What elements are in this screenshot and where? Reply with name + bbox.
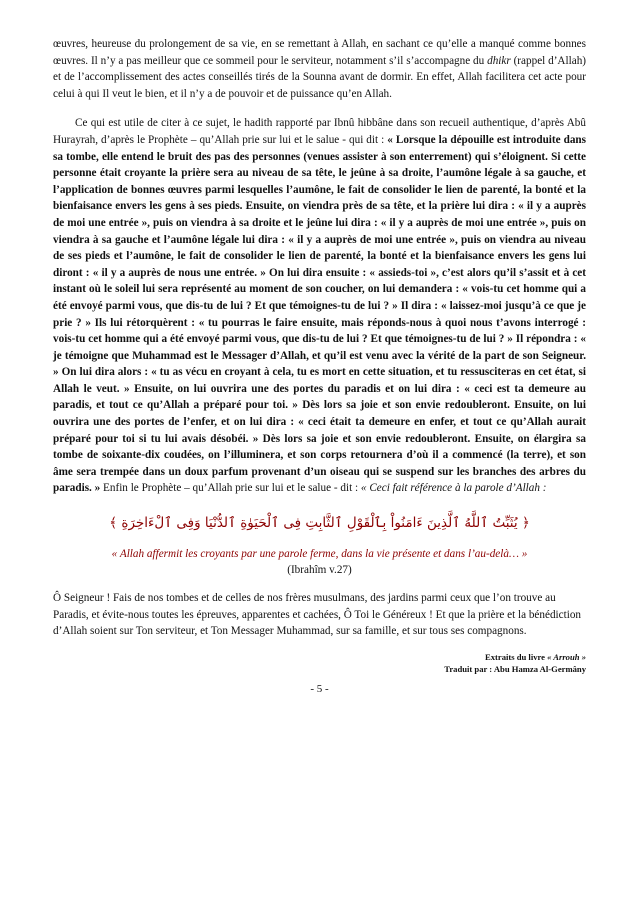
quran-verse-arabic: ﴿ يُثَبِّتُ ٱللَّهُ ٱلَّذِينَ ءَامَنُواْ بِٱلْقَوْلِ ٱلثَّابِتِ فِى ٱلْحَيَوٰةِ ٱلدُّنْيَا وَفِى ٱلْءَاخِرَةِ ﴾: [109, 515, 530, 532]
hadith-colon: :: [539, 482, 547, 495]
paragraph-intro-end: (rappel d’Allah) et de l’accomplissement des actes conseillés tirés de la Sounna avant de dormir. En effet, Allah facilitera cet acte pour celui à qui Il veut le bien, et il n’y a de pouvoir et de puissance qu’en Allah.: [53, 54, 587, 100]
term-dhikr: dhikr: [487, 54, 511, 67]
paragraph-supplication: Ô Seigneur ! Fais de nos tombes et de celles de nos frères musulmans, des jardins parmi ceux que l’on trouve au Paradis, et évite-nous toutes les épreuves, apparentes et cachées, Ô Toi le Généreux ! Et que la prière et la bénédiction d’Allah soient sur Ton serviteur, et Ton Messager Muhammad, sur sa famille, et sur tous ses compagnons.: [53, 592, 582, 638]
document-page: [53, 36, 586, 695]
page-number: - 5 -: [310, 682, 329, 695]
credit-translator: Traduit par : Abu Hamza Al-Germâny: [444, 663, 586, 674]
verse-translation: « Allah affermit les croyants par une parole ferme, dans la vie présente et dans l’au-delà… »: [111, 548, 528, 561]
hadith-closing: Enfin le Prophète – qu’Allah prie sur lui et le salue - dit :: [100, 482, 361, 495]
credit-source-prefix: Extraits du livre: [484, 651, 548, 662]
hadith-text: « Lorsque la dépouille est introduite dans sa tombe, elle entend le bruit des pas des personnes (venues assister à son enterrement) qui s’éloignent. Si cette personne était croyante la prière sera au niveau de sa tête, le jeûne à sa droite, l’aumône légale à sa gauche, et l’application de bonnes œuvres parmi lesquelles l’aumône, le fait de consolider le lien de parenté, la bonté et la bienfaisance envers les gens à ses pieds. Ensuite, on viendra près de sa tête, et la prière lui dira : « il y a auprès de moi une entrée », puis on viendra à sa droite et le jeûne lui dira : « il y a auprès de moi une entrée », puis on viendra à sa gauche et l’aumône légale lui dira : « il y a auprès de moi une entrée », puis on viendra au niveau de ses pieds et l’aumône, le fait de consolider le lien de parenté, la bonté et la bienfaisance envers les gens lui diront : « il y a auprès de nous une entrée. » On lui dira ensuite : « assieds-toi », c’est alors qu’il s’assit et à cet instant où le soleil lui sera représenté au moment de son coucher, on lui demandera : « vois-tu cet homme qui a été envoyé parmi vous, que dis-tu de lui ? Et que témoignes-tu de lui ? » Il dira : « laissez-moi jusqu’à ce que je prie ? » Ils lui rétorquèrent : « tu pourras le faire ensuite, mais réponds-nous à quoi nous t’avons interrogé : vois-tu cet homme qui a été envoyé parmi vous, que dis-tu de lui ? Et que témoignes-tu de lui ? » Il répondra : « je témoigne que Muhammad est le Messager d’Allah, et qu’il est venu avec la vérité de la part de son Seigneur. » On lui dira alors : « tu as vécu en croyant à cela, tu es mort en cette situation, et tu ressusciteras en cet état, si Allah le veut. » Ensuite, on lui ouvrira une des portes du paradis et on lui dira : « ceci est ta demeure au paradis, et tout ce qu’Allah a préparé pour toi. » Dès lors sa joie et son envie redoubleront. Ensuite, on lui ouvrira une des portes de l’enfer, et on lui dira : « ceci était ta demeure en enfer, et tout ce qu’Allah aurait préparé pour toi si tu lui avais désobéi. » Dès lors sa joie et son envie redoubleront. Ensuite, on élargira sa tombe de soixante-dix coudées, on l’illuminera, et son corps retournera d’où il a commencé (la terre), et son âme sera trempée dans un doux parfum provenant d’un oiseau qui se suspend sur les branches des arbres du paradis. »: [53, 133, 586, 495]
paragraph-intro: [53, 36, 586, 102]
credit-source: [53, 651, 586, 663]
hadith-closing-italic: « Ceci fait référence à la parole d’Allah: [360, 482, 540, 495]
paragraph-intro-text: œuvres, heureuse du prolongement de sa vie, en se remettant à Allah, en sachant ce qu’elle a manqué comme bonnes œuvres. Il n’y a pas meilleur que ce sommeil pour le serviteur, notamment s’il s’accompagne du: [53, 38, 586, 67]
credit-block: [53, 651, 586, 675]
verse-reference: (Ibrahîm v.27): [287, 564, 352, 577]
paragraph-hadith: [53, 115, 586, 497]
hadith-intro: Ce qui est utile de citer à ce sujet, le hadith rapporté par Ibnû hibbâne dans son recueil authentique, d’après Abû Hurayrah, d’après le Prophète – qu’Allah prie sur lui et le salue - qui dit :: [53, 117, 586, 146]
credit-book-title: « Arrouh »: [547, 651, 586, 662]
